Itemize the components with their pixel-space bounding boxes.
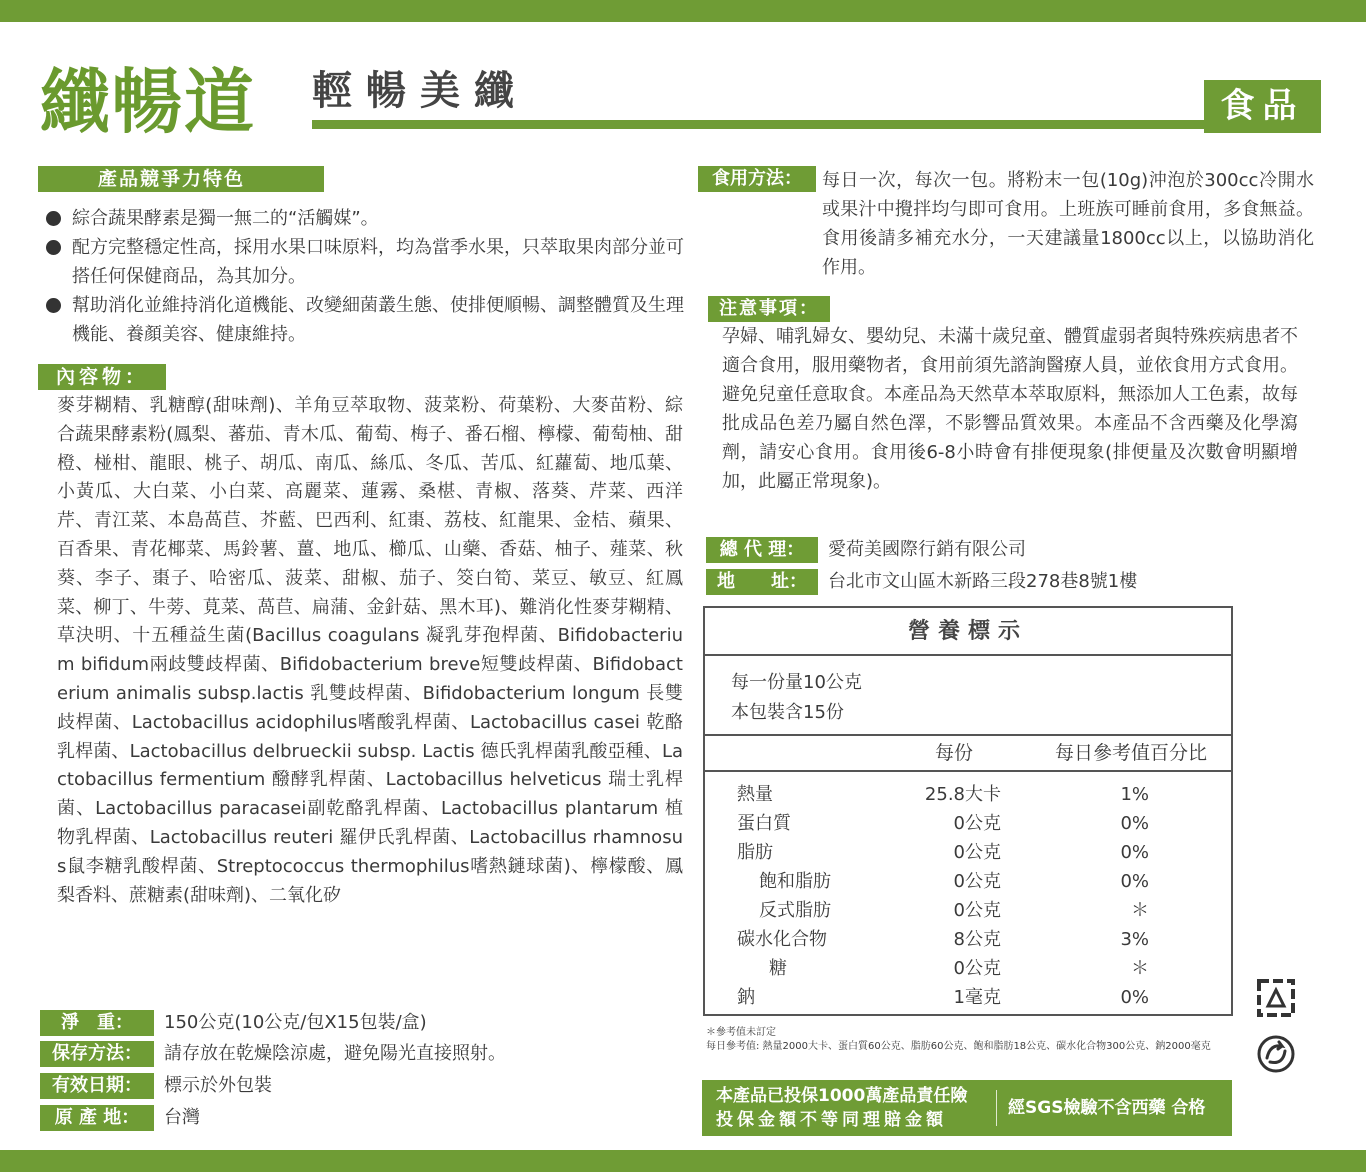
nutrition-footnote: ＊參考值未訂定 每日參考值: 熱量2000大卡、蛋白質60公克、脂肪60公克、飽和脂肪18公克、碳水化合物300公克、鈉2000毫克 <box>706 1027 1211 1052</box>
address-value: 台北市文山區木新路三段278巷8號1樓 <box>828 571 1138 592</box>
spec-label: 保存方法： <box>40 1041 154 1067</box>
nutrition-row: 糖 0公克 ＊ <box>769 958 1149 979</box>
spec-value: 150公克(10公克/包X15包裝/盒) <box>164 1012 427 1033</box>
insurance-line-1: 本產品已投保1000萬產品責任險 <box>716 1086 968 1106</box>
recycle-loop-icon <box>1256 1034 1296 1074</box>
spec-label: 有效日期： <box>40 1073 154 1099</box>
food-badge: 食品 <box>1204 80 1321 133</box>
bullet-icon <box>46 211 61 226</box>
spec-label: 原 產 地： <box>40 1105 154 1131</box>
agent-value: 愛荷美國際行銷有限公司 <box>828 539 1026 560</box>
spec-value: 台灣 <box>164 1107 200 1128</box>
bottom-border <box>0 1150 1366 1172</box>
brand-title: 纖暢道 <box>40 60 256 143</box>
divider <box>705 770 1231 772</box>
spec-value: 請存放在乾燥陰涼處，避免陽光直接照射。 <box>164 1043 506 1064</box>
col-per-serving: 每份 <box>935 742 974 764</box>
nutrition-row: 蛋白質 0公克 0% <box>737 813 1149 834</box>
insurance-banner <box>702 1080 1232 1136</box>
nutrition-row: 反式脂肪 0公克 ＊ <box>759 900 1149 921</box>
serving-size: 每一份量10公克 <box>731 672 862 693</box>
bullet-icon <box>46 298 61 313</box>
spec-label: 淨 重： <box>40 1010 154 1036</box>
recycle-box-icon <box>1256 978 1296 1018</box>
servings-per-pack: 本包裝含15份 <box>731 702 844 723</box>
nutrition-row: 飽和脂肪 0公克 0% <box>759 871 1149 892</box>
ingredients-text: 麥芽糊精、乳糖醇(甜味劑)、羊角豆萃取物、菠菜粉、荷葉粉、大麥苗粉、綜合蔬果酵素粉(鳳梨、蕃茄、青木瓜、葡萄、梅子、番石榴、檸檬、葡萄柚、甜橙、椪柑、龍眼、桃子、胡瓜、南瓜、絲瓜、冬瓜、苦瓜、紅蘿蔔、地瓜葉、小黃瓜、大白菜、小白菜、高麗菜、蓮霧、桑椹、青椒、落葵、芹菜、西洋芹、青江菜、本島萵苣、芥藍、巴西利、紅棗、荔枝、紅龍果、金桔、蘋果、百香果、青花椰菜、馬鈴薯、薑、地瓜、櫛瓜、山藥、香菇、柚子、薤菜、秋葵、李子、棗子、哈密瓜、菠菜、甜椒、茄子、筊白筍、菜豆、敏豆、紅鳳菜、柳丁、牛蒡、莧菜、萵苣、扁蒲、金針菇、黑木耳)、難消化性麥芽糊精、草決明、十五種益生菌(Bacillus coagulans 凝乳芽孢桿菌、Bifidobacterium bifidum兩歧雙歧桿菌、Bifidobacterium breve短雙歧桿菌、Bifidobacterium animalis subsp.lactis 乳雙歧桿菌、Bifidobacterium longum 長雙歧桿菌、Lactobacillus acidophilus嗜酸乳桿菌、Lactobacillus casei 乾酪乳桿菌、Lactobacillus delbrueckii subsp. Lactis 德氏乳桿菌乳酸亞種、Lactobacillus fermentium 醱酵乳桿菌、Lactobacillus helveticus 瑞士乳桿菌、Lactobacillus paracasei副乾酪乳桿菌、Lactobacillus plantarum 植物乳桿菌、Lactobacillus reuteri 羅伊氏乳桿菌、Lactobacillus rhamnosus鼠李糖乳酸桿菌、Streptococcus thermophilus嗜熱鏈球菌)、檸檬酸、鳳梨香料、蔗糖素(甜味劑)、二氧化矽 <box>57 395 683 906</box>
agent-row <box>706 537 1306 563</box>
features-heading: 產品競爭力特色 <box>38 166 324 192</box>
spec-net-weight <box>40 1010 680 1036</box>
features-list <box>44 204 684 349</box>
spec-value: 標示於外包裝 <box>164 1075 272 1096</box>
spec-storage <box>40 1041 680 1067</box>
nutrition-table <box>703 606 1233 1016</box>
spec-origin <box>40 1105 680 1131</box>
feature-item: 幫助消化並維持消化道機能、改變細菌叢生態、使排便順暢、調整體質及生理機能、養顏美容、健康維持。 <box>44 291 684 349</box>
divider <box>705 734 1231 736</box>
nutrition-row: 熱量 25.8大卡 1% <box>737 784 1149 805</box>
notes-text: 孕婦、哺乳婦女、嬰幼兒、未滿十歲兒童、體質虛弱者與特殊疾病患者不適合食用，服用藥物者，食用前須先諮詢醫療人員，並依食用方式食用。避免兒童任意取食。本產品為天然草本萃取原料，無添加人工色素，故每批成品色差乃屬自然色澤，不影響品質效果。本產品不含西藥及化學瀉劑，請安心食用。食用後6-8小時會有排便現象(排便量及次數會明顯增加，此屬正常現象)。 <box>722 326 1298 492</box>
notes-label: 注意事項： <box>708 296 830 322</box>
feature-item: 配方完整穩定性高，採用水果口味原料，均為當季水果，只萃取果肉部分並可搭任何保健商品，為其加分。 <box>44 233 684 291</box>
banner-divider <box>996 1090 997 1126</box>
nutrition-row: 鈉 1毫克 0% <box>737 987 1149 1008</box>
feature-item: 綜合蔬果酵素是獨一無二的“活觸媒”。 <box>44 204 684 233</box>
address-row <box>706 569 1306 595</box>
nutrition-row: 脂肪 0公克 0% <box>737 842 1149 863</box>
top-border <box>0 0 1366 22</box>
usage-text: 每日一次，每次一包。將粉末一包(10g)沖泡於300cc冷開水或果汁中攪拌均勻即可食用。上班族可睡前食用，多食無益。食用後請多補充水分，一天建議量1800cc以上，以協助消化作用。 <box>822 170 1314 278</box>
nutrition-title: 營養標示 <box>705 608 1231 656</box>
col-daily-value: 每日參考值百分比 <box>1055 742 1208 764</box>
ingredients-heading: 內容物： <box>38 364 166 390</box>
usage-label: 食用方法： <box>698 166 816 192</box>
spec-expiry <box>40 1073 680 1099</box>
nutrition-row: 碳水化合物 8公克 3% <box>737 929 1149 950</box>
tagline: 輕暢美纖 <box>312 68 528 114</box>
address-label: 地 址： <box>706 569 818 595</box>
bullet-icon <box>46 240 61 255</box>
title-rule <box>312 120 1204 129</box>
sgs-certification: 經SGS檢驗不含西藥 合格 <box>1008 1098 1206 1118</box>
insurance-line-2: 投保金額不等同理賠金額 <box>716 1110 947 1130</box>
agent-label: 總 代 理： <box>706 537 818 563</box>
